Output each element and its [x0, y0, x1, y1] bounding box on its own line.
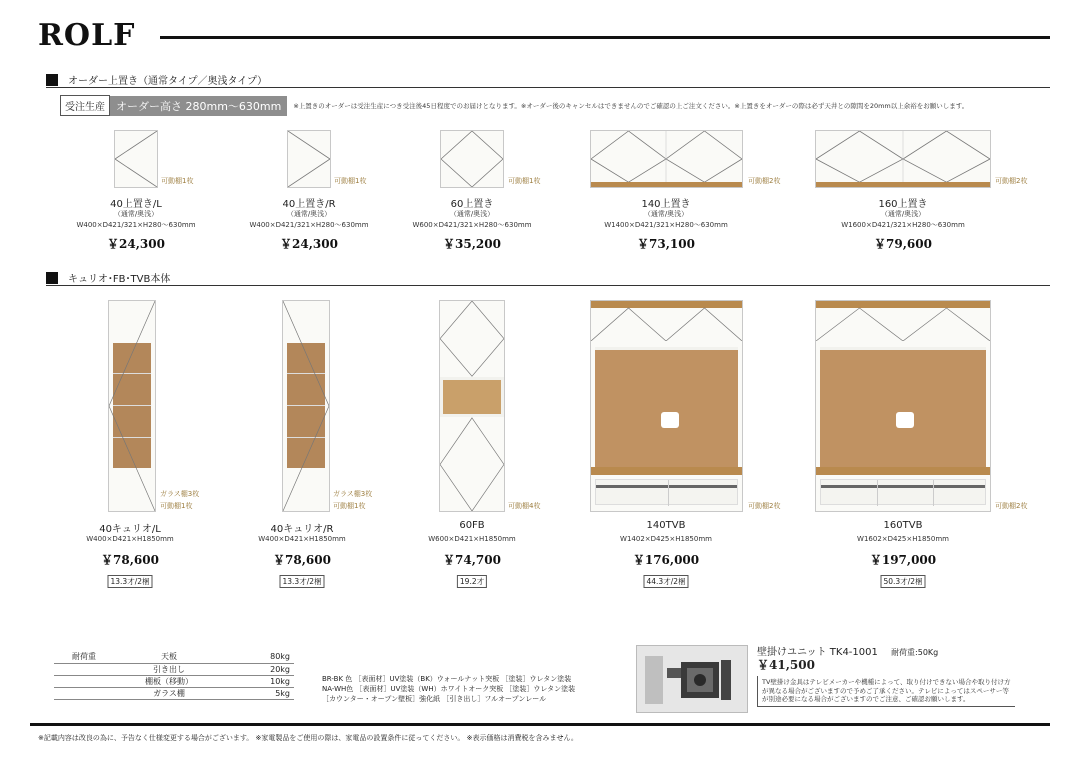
product-name: 40キュリオ/L — [99, 524, 161, 535]
shelf-note: 可動棚2枚 — [748, 177, 781, 185]
product-dimensions: W400×D421/321×H280〜630mm — [249, 221, 369, 229]
load-table-header: 耐荷重 — [54, 651, 114, 663]
product-name: 40上置き/R — [282, 199, 336, 210]
product-capacity: 19.2才 — [457, 575, 487, 588]
shelf-note: 可動棚1枚 — [160, 502, 193, 510]
load-item: 天板 — [114, 651, 224, 663]
tvb-wood-panel — [820, 347, 986, 467]
tvb-counter — [591, 467, 742, 475]
shelf-note: ガラス棚3枚 — [333, 490, 373, 498]
cabinet-60-upper-image — [440, 130, 504, 188]
product-dimensions: W400×D421/321×H280〜630mm — [76, 221, 196, 229]
product-dimensions: W400×D421×H1850mm — [258, 535, 346, 543]
shelf-note: 可動棚1枚 — [508, 177, 541, 185]
section-upper-heading — [46, 72, 267, 87]
product-capacity: 13.3才/2梱 — [280, 575, 325, 588]
tvb-drawers — [595, 479, 738, 505]
section-body-rule — [46, 285, 1050, 286]
table-row — [54, 687, 294, 699]
brand-logo: ROLF — [38, 18, 136, 53]
tvb-drawers — [820, 479, 986, 505]
table-row — [54, 651, 294, 663]
cabinet-160-tvb-image — [815, 300, 991, 512]
product-price: ￥74,700 — [443, 553, 501, 567]
cabinet-140-tvb-image — [590, 300, 743, 512]
section-marker-icon — [46, 74, 58, 86]
load-value: 80kg — [224, 651, 294, 663]
load-item: ガラス棚 — [114, 687, 224, 699]
product-price: ￥24,300 — [107, 237, 165, 251]
product-dimensions: W1602×D425×H1850mm — [857, 535, 949, 543]
product-name: 140上置き — [641, 199, 691, 210]
cable-hole — [896, 412, 914, 428]
shelf-note: 可動棚1枚 — [161, 177, 194, 185]
product-price: ￥176,000 — [632, 553, 700, 567]
section-upper-title: オーダー上置き（通常タイプ／奥浅タイプ） — [68, 76, 268, 87]
product-dimensions: W1402×D425×H1850mm — [620, 535, 712, 543]
product-sub: （通常/奥浅） — [113, 210, 159, 218]
product-capacity: 50.3才/2梱 — [881, 575, 926, 588]
product-name: 140TVB — [646, 520, 686, 531]
footnote: ※記載内容は改良の為に、予告なく仕様変更する場合がございます。 ※家電製品をご使用の際は、家電品の設置条件に従ってください。 ※表示価格は消費税を含みません。 — [38, 734, 578, 742]
product-name: 60上置き — [450, 199, 494, 210]
wall-bracket-note: TV壁掛け金具はテレビメーカーや機種によって、取り付けできない場合や取り付け方が異なる場合がございますので予めご了承ください。テレビによってはスペーサー等が別途必要になる場合がございますのでご注意、ご確認お願いします。 — [757, 676, 1015, 707]
load-item: 棚板（移動） — [114, 675, 224, 687]
shelf-note: ガラス棚3枚 — [160, 490, 200, 498]
shelf-note: 可動棚1枚 — [334, 177, 367, 185]
product-sub: （通常/奥浅） — [286, 210, 332, 218]
load-item: 引き出し — [114, 663, 224, 675]
product-name: 40上置き/L — [110, 199, 162, 210]
spec-line: ［カウンター・オープン壁板］強化紙 ［引き出し］フルオープンレール — [322, 695, 547, 703]
cabinet-160-upper-image — [815, 130, 991, 188]
product-dimensions: W400×D421×H1850mm — [86, 535, 174, 543]
product-name: 40キュリオ/R — [270, 524, 334, 535]
tvb-counter — [816, 467, 990, 475]
product-dimensions: W1600×D421/321×H280〜630mm — [841, 221, 965, 229]
product-sub: （通常/奥浅） — [880, 210, 926, 218]
shelf-note: 可動棚2枚 — [748, 502, 781, 510]
section-upper-rule — [46, 87, 1050, 88]
spec-line: NA-WH色 ［表面材］UV塗装（WH）ホワイトオーク突板 ［塗装］ウレタン塗装 — [322, 685, 576, 693]
cabinet-60-fb-image — [439, 300, 505, 512]
wall-bracket-name: 壁掛けユニット TK4-1001 — [757, 647, 878, 658]
order-height: オーダー高さ 280mm〜630mm — [110, 96, 287, 116]
order-info — [60, 95, 968, 116]
tvb-wood-panel — [595, 347, 738, 467]
cabinet-140-upper-image — [590, 130, 743, 188]
product-price: ￥78,600 — [101, 553, 159, 567]
wall-bracket-price: ￥41,500 — [757, 658, 815, 672]
wood-base — [591, 182, 742, 187]
product-price: ￥35,200 — [443, 237, 501, 251]
load-value: 20kg — [224, 663, 294, 675]
cabinet-40-curio-r-image — [282, 300, 330, 512]
order-badge: 受注生産 — [60, 95, 110, 116]
shelf-note: 可動棚4枚 — [508, 502, 541, 510]
fb-open-shelf — [440, 377, 504, 417]
load-value: 10kg — [224, 675, 294, 687]
shelf-note: 可動棚1枚 — [333, 502, 366, 510]
product-capacity: 13.3才/2梱 — [108, 575, 153, 588]
product-capacity: 44.3才/2梱 — [644, 575, 689, 588]
footer-rule — [30, 723, 1050, 726]
material-spec — [322, 674, 575, 704]
header-rule — [160, 36, 1050, 39]
product-name: 160上置き — [878, 199, 928, 210]
shelf-note: 可動棚2枚 — [995, 502, 1028, 510]
order-note: ※上置きのオーダーは受注生産につき受注後45日程度でのお届けとなります。※オーダー後のキャンセルはできませんのでご確認の上ご注文ください。※上置きをオーダーの際は必ず天井との隙間を20mm以上余裕をお願いします。 — [293, 102, 969, 110]
product-sub: （通常/奥浅） — [449, 210, 495, 218]
product-sub: （通常/奥浅） — [643, 210, 689, 218]
product-name: 160TVB — [883, 520, 923, 531]
table-row — [54, 663, 294, 675]
section-marker-icon — [46, 272, 58, 284]
product-dimensions: W1400×D421/321×H280〜630mm — [604, 221, 728, 229]
shelf-note: 可動棚2枚 — [995, 177, 1028, 185]
product-price: ￥24,300 — [280, 237, 338, 251]
table-row — [54, 675, 294, 687]
cabinet-40-upper-r-image — [287, 130, 331, 188]
product-price: ￥197,000 — [869, 553, 937, 567]
load-capacity-table — [54, 651, 294, 700]
section-body-title: キュリオ･FB･TVB本体 — [68, 274, 171, 285]
spec-line: BR-BK 色 ［表面材］UV塗装（BK）ウォールナット突板 ［塗装］ウレタン塗装 — [322, 675, 572, 683]
section-body-heading — [46, 270, 170, 285]
cabinet-40-upper-l-image — [114, 130, 158, 188]
cable-hole — [661, 412, 679, 428]
wall-bracket-weight: 耐荷重:50Kg — [891, 648, 939, 657]
product-price: ￥79,600 — [874, 237, 932, 251]
product-price: ￥78,600 — [273, 553, 331, 567]
product-price: ￥73,100 — [637, 237, 695, 251]
load-value: 5kg — [224, 687, 294, 699]
wall-bracket-image — [636, 645, 748, 713]
product-dimensions: W600×D421/321×H280〜630mm — [412, 221, 532, 229]
product-name: 60FB — [459, 520, 485, 531]
wood-base — [816, 182, 990, 187]
cabinet-40-curio-l-image — [108, 300, 156, 512]
product-dimensions: W600×D421×H1850mm — [428, 535, 516, 543]
